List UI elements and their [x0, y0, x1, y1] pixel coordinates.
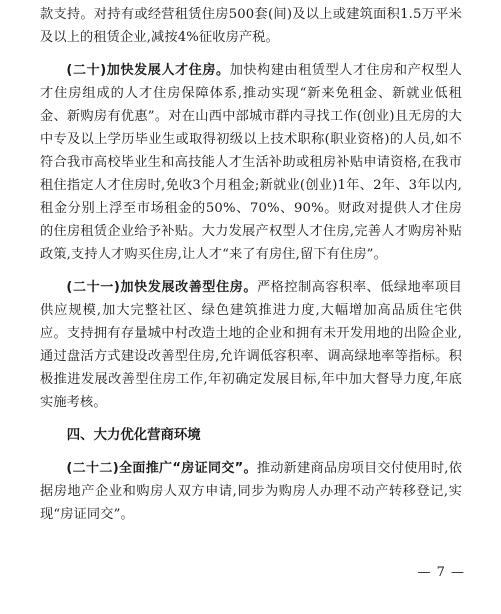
paragraph-body-house-cert-delivery: 推动新建商品房项目交付使用时,依据房地产企业和购房人双方申请,同步为购房人办理不动产转移登记,实现“房证同交”。 — [40, 461, 462, 522]
paragraph-body-talent-housing: 加快构建由租赁型人才住房和产权型人才住房组成的人才住房保障体系,推动实现“新来免租金、新就业低租金、新购房有优惠”。对在山西中部城市群内寻找工作(创业)且无房的大中专及以上学历毕业生或取得初级以上技术职称(职业资格)的人员,如不符合我市高校毕业生和高技能人才生活补助或租房补贴申请资格,在我市租住指定人才住房时,免收3个月租金;新就业(创业)1年、2年、3年以内,租金分别上浮至市场租金的50%、70%、90%。财政对提供人才住房的住房租赁企业给予补贴。大力发展产权型人才住房,完善人才购房补贴政策,支持人才购买住房,让人才“来了有房住,留下有住房”。 — [40, 63, 462, 262]
paragraph-house-cert-delivery — [40, 457, 462, 526]
paragraph-lead-house-cert-delivery: (二十二)全面推广“房证同交”。 — [66, 461, 257, 476]
paragraph-lead-talent-housing: (二十)加快发展人才住房。 — [66, 63, 230, 78]
document-page — [40, 0, 462, 614]
paragraph-improved-housing — [40, 276, 462, 414]
paragraph-body-improved-housing: 严格控制高容积率、低绿地率项目供应规模,加大完整社区、绿色建筑推进力度,大幅增加高品质住宅供应。支持拥有存量城中村改造土地的企业和拥有未开发用地的出险企业,通过盘活方式建设改善型住房,允许调低容积率、调高绿地率等指标。积极推进发展改善型住房工作,年初确定发展目标,年中加大督导力度,年底实施考核。 — [40, 280, 462, 410]
paragraph-lead-improved-housing: (二十一)加快发展改善型住房。 — [66, 280, 258, 295]
paragraph-talent-housing — [40, 59, 462, 266]
page-number: — 7 — — [417, 565, 465, 580]
paragraph-continuation: 款支持。对持有或经营租赁住房500套(间)及以上或建筑面积1.5万平米及以上的租赁企业,减按4%征收房产税。 — [40, 7, 462, 45]
section-heading-business-environment: 四、大力优化营商环境 — [66, 428, 201, 443]
